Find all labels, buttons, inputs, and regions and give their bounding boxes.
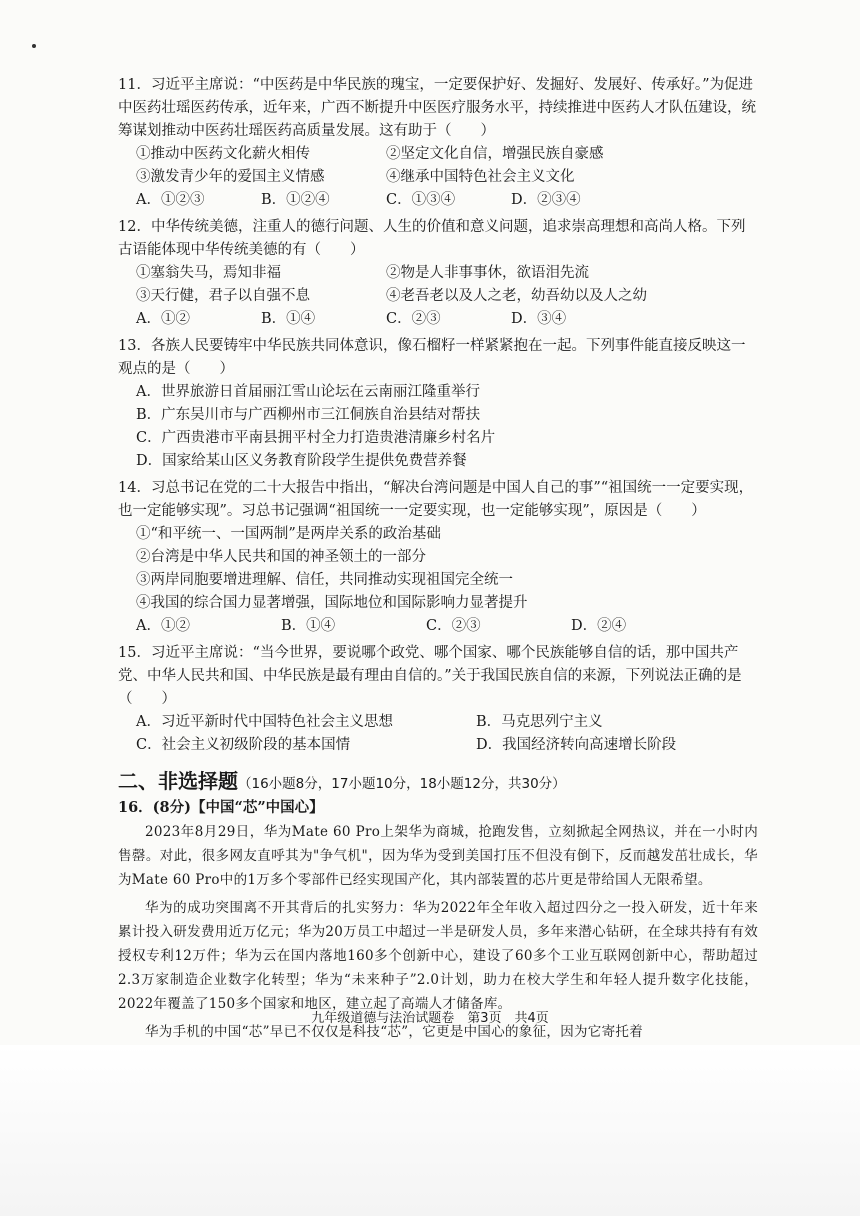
question-12-stem: 12．中华传统美德，注重人的德行问题、人生的价值和意义问题，追求崇高理想和高尚人格。下列古语能体现中华传统美德的有（ ） xyxy=(118,219,746,258)
scan-speck xyxy=(32,44,36,48)
exam-content xyxy=(118,74,758,1048)
choice-b: B．①②④ xyxy=(261,192,330,208)
question-14-option: ①“和平统一、一国两制”是两岸关系的政治基础 xyxy=(136,526,441,542)
question-15-option: C．社会主义初级阶段的基本国情 xyxy=(136,737,351,753)
question-15-options xyxy=(118,711,758,757)
question-12-options xyxy=(118,262,758,308)
question-11-option: ①推动中医药文化薪火相传 xyxy=(136,146,310,162)
section-score-note: （16小题8分，17小题10分，18小题12分，共30分） xyxy=(238,776,566,792)
choice-a: A．①② xyxy=(136,618,190,634)
question-12-choices xyxy=(118,308,758,331)
question-11-options xyxy=(118,143,758,189)
question-12-option: ②物是人非事事休，欲语泪先流 xyxy=(386,265,589,281)
question-14-option: ④我国的综合国力显著增强，国际地位和国际影响力显著提升 xyxy=(136,595,528,611)
question-15 xyxy=(118,642,758,757)
choice-d: D．②③④ xyxy=(511,192,581,208)
question-15-option: B．马克思列宁主义 xyxy=(476,714,603,730)
section-title: 二、非选择题 xyxy=(118,769,238,793)
question-13-option: B．广东吴川市与广西柳州市三江侗族自治县结对帮扶 xyxy=(136,407,481,423)
material-paragraph: 2023年8月29日，华为Mate 60 Pro上架华为商城，抢跑发售，立刻掀起全网热议，并在一小时内售罄。对此，很多网友直呼其为"争气机"，因为华为受到美国打压不但没有倒下，反而越发茁壮成长，华为Mate 60 Pro中的1万多个零部件已经实现国产化，其内部装置的芯片更是带给国人无限希望。 xyxy=(118,824,758,888)
question-16-heading: 16．(8分)【中国“芯”中国心】 xyxy=(118,799,324,816)
choice-a: A．①② xyxy=(136,311,190,327)
question-13-option: A．世界旅游日首届丽江雪山论坛在云南丽江隆重举行 xyxy=(136,384,480,400)
choice-a: A．①②③ xyxy=(136,192,205,208)
choice-d: D．②④ xyxy=(571,618,627,634)
question-14-stem: 14．习总书记在党的二十大报告中指出，“解决台湾问题是中国人自己的事”“祖国统一一定要实现，也一定能够实现”。习总书记强调“祖国统一一定要实现，也一定能够实现”，原因是（ ） xyxy=(118,480,754,519)
question-11-option: ②坚定文化自信，增强民族自豪感 xyxy=(386,146,604,162)
question-15-stem: 15．习近平主席说：“当今世界，要说哪个政党、哪个国家、哪个民族能够自信的话，那中国共产党、中华人民共和国、中华民族是最有理由自信的。”关于我国民族自信的来源，下列说法正确的是（ ） xyxy=(118,645,742,707)
question-15-option: D．我国经济转向高速增长阶段 xyxy=(476,737,677,753)
question-14-option: ②台湾是中华人民共和国的神圣领土的一部分 xyxy=(136,549,426,565)
choice-c: C．②③ xyxy=(426,618,481,634)
scan-margin xyxy=(0,1045,860,1216)
question-13-stem: 13．各族人民要铸牢中华民族共同体意识，像石榴籽一样紧紧抱在一起。下列事件能直接反映这一观点的是（ ） xyxy=(118,338,746,377)
question-13 xyxy=(118,335,758,473)
question-14-choices xyxy=(118,615,758,638)
choice-b: B．①④ xyxy=(261,311,316,327)
question-13-option: D．国家给某山区义务教育阶段学生提供免费营养餐 xyxy=(136,453,467,469)
question-13-option: C．广西贵港市平南县拥平村全力打造贵港清廉乡村名片 xyxy=(136,430,496,446)
question-12-option: ④老吾老以及人之老，幼吾幼以及人之幼 xyxy=(386,288,647,304)
page-footer: 九年级道德与法治试题卷 第3页 共4页 xyxy=(311,1011,549,1026)
choice-c: C．①③④ xyxy=(386,192,456,208)
question-15-option: A．习近平新时代中国特色社会主义思想 xyxy=(136,714,393,730)
choice-b: B．①④ xyxy=(281,618,336,634)
question-11-choices xyxy=(118,189,758,212)
choice-c: C．②③ xyxy=(386,311,441,327)
question-11-stem: 11．习近平主席说：“中医药是中华民族的瑰宝，一定要保护好、发掘好、发展好、传承好。”为促进中医药壮瑶医药传承，近年来，广西不断提升中医医疗服务水平，持续推进中医药人才队伍建设，统筹谋划推动中医药壮瑶医药高质量发展。这有助于（ ） xyxy=(118,77,756,139)
question-11-option: ③激发青少年的爱国主义情感 xyxy=(136,169,325,185)
question-14-option: ③两岸同胞要增进理解、信任，共同推动实现祖国完全统一 xyxy=(136,572,513,588)
choice-d: D．③④ xyxy=(511,311,567,327)
question-11 xyxy=(118,74,758,212)
section-heading xyxy=(118,765,758,794)
question-14 xyxy=(118,477,758,638)
question-12-option: ③天行健，君子以自强不息 xyxy=(136,288,310,304)
material-paragraph: 华为手机的中国“芯”早已不仅仅是科技“芯”，它更是中国心的象征，因为它寄托着 xyxy=(145,1024,644,1040)
material-paragraph: 华为的成功突围离不开其背后的扎实努力：华为2022年全年收入超过四分之一投入研发，近十年来累计投入研发费用近万亿元；华为20万员工中超过一半是研发人员，多年来潜心钻研，在全球共持有有效授权专利12万件；华为云在国内落地160多个创新中心，建设了60多个工业互联网创新中心，帮助超过2.3万家制造企业数字化转型；华为“未来种子”2.0计划，助力在校大学生和年轻人提升数字化技能，2022年覆盖了150多个国家和地区，建立起了高端人才储备库。 xyxy=(118,900,758,1012)
question-11-option: ④继承中国特色社会主义文化 xyxy=(386,169,575,185)
question-12 xyxy=(118,216,758,331)
question-12-option: ①塞翁失马，焉知非福 xyxy=(136,265,281,281)
